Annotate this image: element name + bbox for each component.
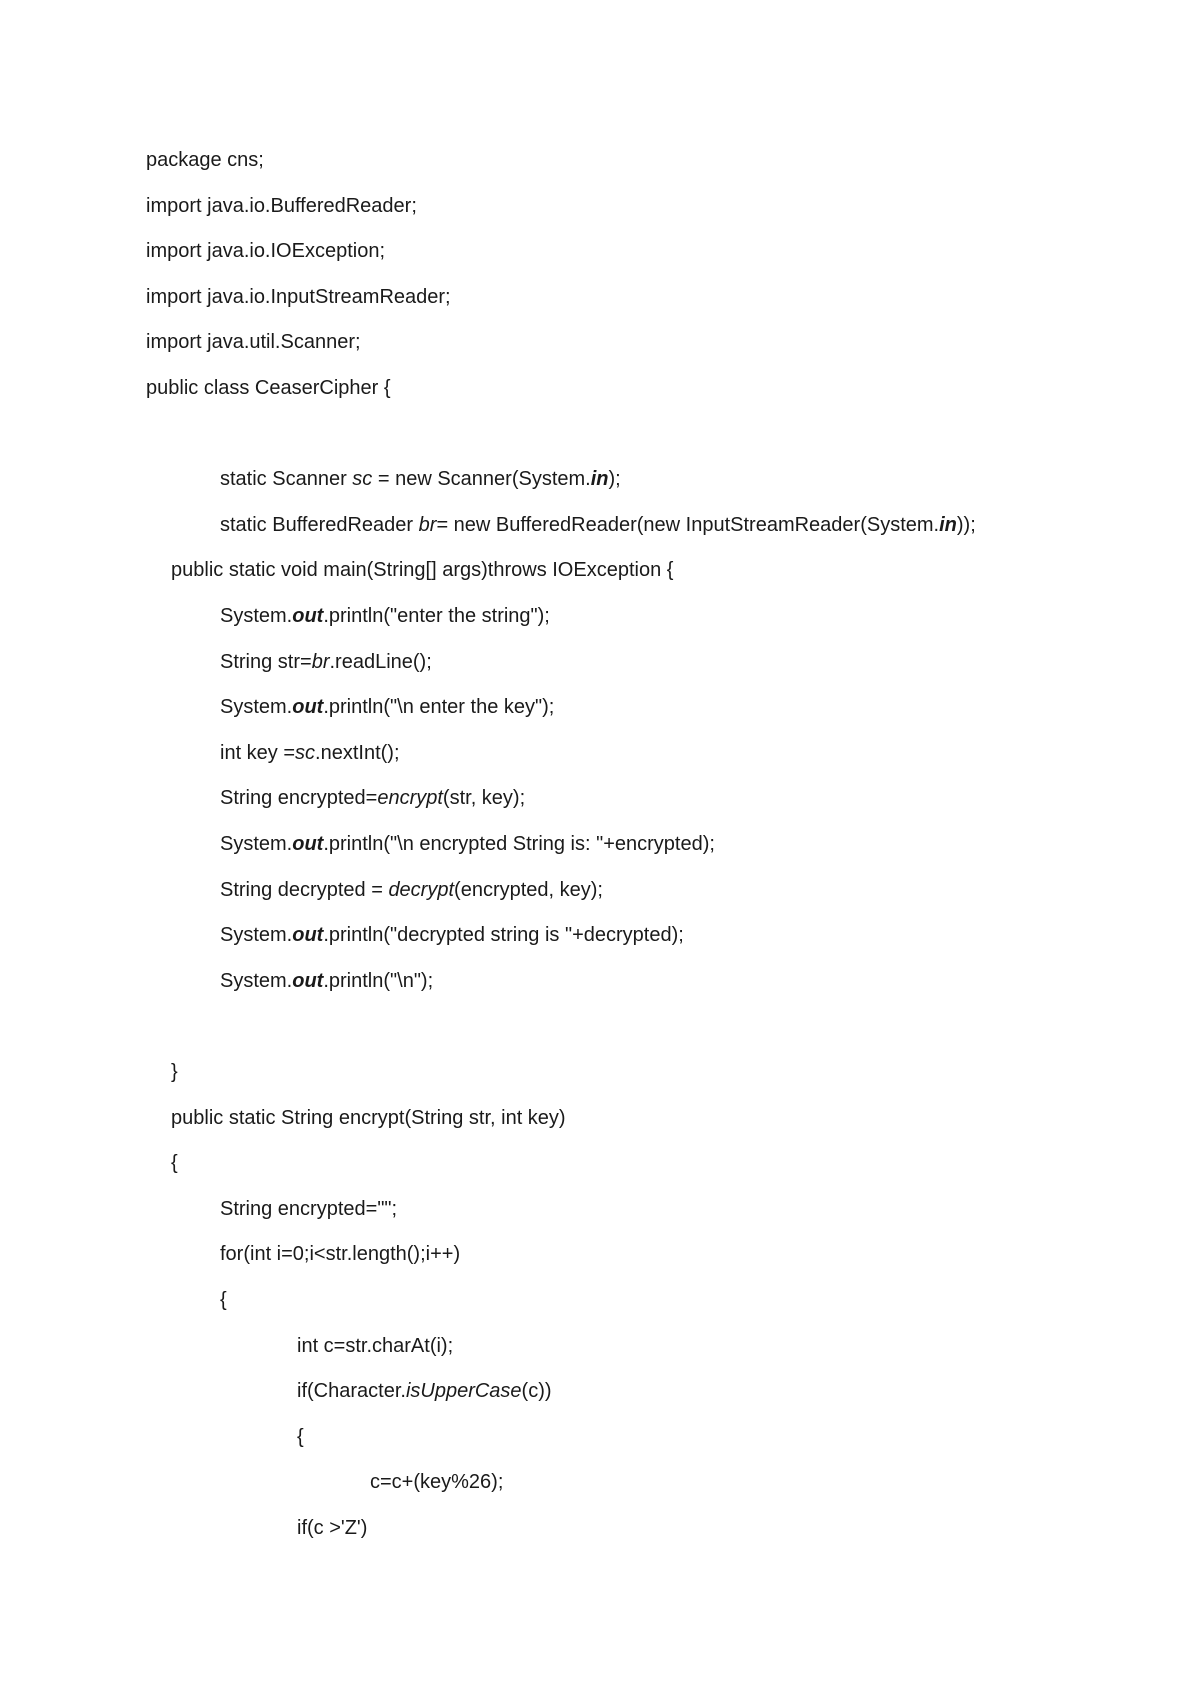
code-line: [370, 1470, 503, 1494]
code-token: package cns;: [146, 149, 264, 171]
code-token: .println("\n encrypted String is: "+encrypted);: [323, 833, 715, 855]
code-token: .readLine();: [329, 650, 432, 673]
code-line: [220, 923, 684, 947]
code-line: [297, 1425, 304, 1449]
code-token: .println("\n");: [323, 969, 434, 992]
code-line: [297, 1379, 552, 1403]
code-token: String str=: [220, 650, 312, 673]
code-line: [220, 604, 550, 628]
code-line: [171, 1060, 178, 1084]
code-token: = new BufferedReader(new InputStreamReader(System.: [436, 513, 940, 536]
code-token: int key =: [220, 741, 296, 764]
code-static-field-token: in: [590, 468, 609, 491]
code-italic-token: br: [311, 650, 330, 673]
code-token: = new Scanner(System.: [372, 468, 591, 491]
code-line: [220, 741, 400, 765]
code-token: if(Character.: [297, 1380, 406, 1403]
code-line: [220, 1288, 227, 1312]
code-token: {: [220, 1289, 227, 1311]
code-token: (c)): [521, 1380, 552, 1403]
code-token: import java.io.InputStreamReader;: [146, 285, 451, 308]
code-token: System.: [220, 924, 293, 947]
code-line: [220, 695, 554, 719]
code-static-field-token: out: [292, 833, 324, 855]
code-token: public class CeaserCipher {: [146, 377, 391, 399]
code-token: System.: [220, 696, 293, 719]
code-token: System.: [220, 969, 293, 992]
code-static-field-token: in: [939, 513, 957, 536]
code-italic-token: encrypt: [377, 787, 443, 810]
code-token: (encrypted, key);: [454, 878, 603, 901]
code-line: [171, 1106, 566, 1130]
code-token: {: [297, 1425, 304, 1448]
code-italic-token: sc: [295, 741, 316, 764]
code-static-field-token: out: [292, 605, 324, 627]
code-token: .println("\n enter the key");: [323, 696, 555, 719]
code-line: [220, 1242, 460, 1266]
code-line: [146, 376, 391, 400]
code-token: public static void main(String[] args)throws IOException {: [171, 559, 674, 582]
code-token: ));: [956, 513, 976, 536]
code-token: String decrypted =: [220, 878, 389, 901]
code-italic-token: decrypt: [388, 878, 455, 901]
code-token: for(int i=0;i<str.length();i++): [220, 1243, 461, 1266]
code-static-field-token: out: [292, 969, 324, 992]
code-token: .println("decrypted string is "+decrypted);: [323, 924, 684, 947]
code-line: [297, 1516, 367, 1540]
code-token: {: [171, 1152, 178, 1175]
code-line: [220, 513, 976, 537]
code-token: import java.io.BufferedReader;: [146, 194, 417, 217]
code-line: [220, 878, 603, 902]
code-token: String encrypted="";: [220, 1197, 398, 1220]
code-line: [220, 1197, 397, 1221]
code-token: System.: [220, 833, 293, 855]
code-line: [171, 1151, 178, 1175]
code-token: if(c >'Z'): [297, 1517, 368, 1539]
code-token: (str, key);: [442, 787, 526, 810]
code-token: String encrypted=: [220, 787, 378, 810]
code-token: System.: [220, 605, 293, 627]
code-line: [146, 148, 264, 172]
code-line: [146, 239, 385, 263]
code-line: [220, 786, 525, 810]
code-token: static BufferedReader: [220, 513, 419, 536]
code-static-field-token: out: [292, 696, 324, 719]
code-line: [171, 558, 673, 582]
code-line: [220, 969, 433, 993]
code-token: public static String encrypt(String str, int key): [171, 1106, 566, 1129]
code-italic-token: sc: [352, 468, 373, 491]
code-token: .nextInt();: [315, 741, 400, 764]
code-line: [297, 1334, 453, 1358]
code-line: [220, 467, 621, 491]
code-token: );: [608, 468, 621, 491]
code-line: [220, 832, 715, 856]
code-static-field-token: out: [292, 924, 324, 947]
code-token: c=c+(key%26);: [370, 1471, 504, 1494]
code-italic-token: isUpperCase: [405, 1380, 522, 1403]
code-token: .println("enter the string");: [323, 605, 550, 627]
code-token: static Scanner: [220, 468, 353, 491]
code-token: import java.io.IOException;: [146, 240, 385, 263]
code-line: [146, 285, 451, 309]
code-italic-token: br: [418, 513, 437, 536]
code-line: [146, 330, 361, 354]
code-line: [220, 650, 432, 674]
code-token: }: [171, 1061, 178, 1083]
code-token: int c=str.charAt(i);: [297, 1334, 454, 1357]
code-line: [146, 194, 417, 218]
code-token: import java.util.Scanner;: [146, 331, 361, 354]
